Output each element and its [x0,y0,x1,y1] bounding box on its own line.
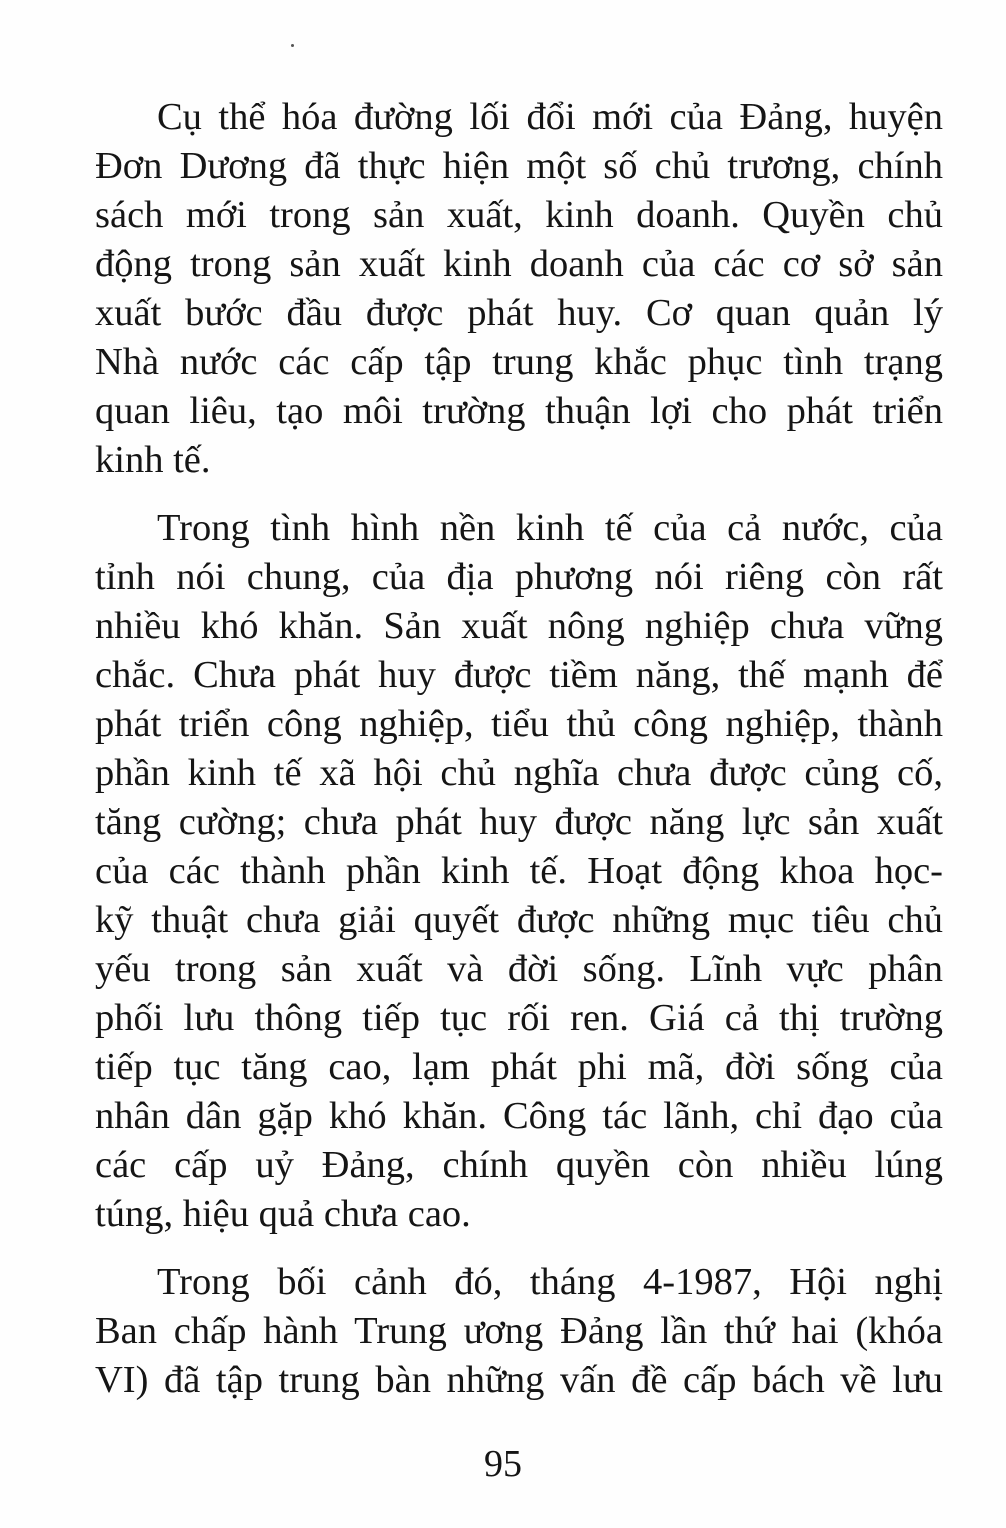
text-line: sách mới trong sản xuất, kinh doanh. Quyền chủ [95,194,943,236]
text-line: quan liêu, tạo môi trường thuận lợi cho phát triển [95,390,943,432]
scan-speck [291,44,294,47]
text-line: VI) đã tập trung bàn những vấn đề cấp bách về lưu [95,1359,943,1401]
text-line: chắc. Chưa phát huy được tiềm năng, thế mạnh để [95,654,943,696]
text-line: phần kinh tế xã hội chủ nghĩa chưa được củng cố, [95,752,943,794]
paragraph-2 [95,504,943,1239]
text-line: Trong tình hình nền kinh tế của cả nước, của [157,507,943,549]
text-line: nhân dân gặp khó khăn. Công tác lãnh, chỉ đạo của [95,1095,943,1137]
text-line: các cấp uỷ Đảng, chính quyền còn nhiều lúng [95,1144,943,1186]
text-line: kinh tế. [95,439,211,481]
text-line: Ban chấp hành Trung ương Đảng lần thứ hai (khóa [95,1310,943,1352]
text-line: tăng cường; chưa phát huy được năng lực sản xuất [95,801,943,843]
page-number: 95 [484,1443,522,1485]
paragraph-3 [95,1258,943,1405]
text-line: của các thành phần kinh tế. Hoạt động khoa học- [95,850,943,892]
text-line: nhiều khó khăn. Sản xuất nông nghiệp chưa vững [95,605,943,647]
text-line: Trong bối cảnh đó, tháng 4-1987, Hội nghị [157,1261,943,1303]
text-line: động trong sản xuất kinh doanh của các cơ sở sản [95,243,943,285]
text-line: phối lưu thông tiếp tục rối ren. Giá cả thị trường [95,997,943,1039]
text-line: tiếp tục tăng cao, lạm phát phi mã, đời sống của [95,1046,943,1088]
paragraph-spacer [95,485,943,504]
paragraph-1 [95,93,943,485]
body-text [95,93,943,1405]
text-line: phát triển công nghiệp, tiểu thủ công nghiệp, thành [95,703,943,745]
text-line: tỉnh nói chung, của địa phương nói riêng còn rất [95,556,943,598]
text-line: Nhà nước các cấp tập trung khắc phục tình trạng [95,341,943,383]
text-line: xuất bước đầu được phát huy. Cơ quan quản lý [95,292,943,334]
text-line: túng, hiệu quả chưa cao. [95,1193,471,1235]
text-line: Cụ thể hóa đường lối đổi mới của Đảng, huyện [157,96,943,138]
text-line: yếu trong sản xuất và đời sống. Lĩnh vực phân [95,948,943,990]
text-line: kỹ thuật chưa giải quyết được những mục tiêu chủ [95,899,943,941]
text-line: Đơn Dương đã thực hiện một số chủ trương, chính [95,145,943,187]
paragraph-spacer [95,1239,943,1258]
